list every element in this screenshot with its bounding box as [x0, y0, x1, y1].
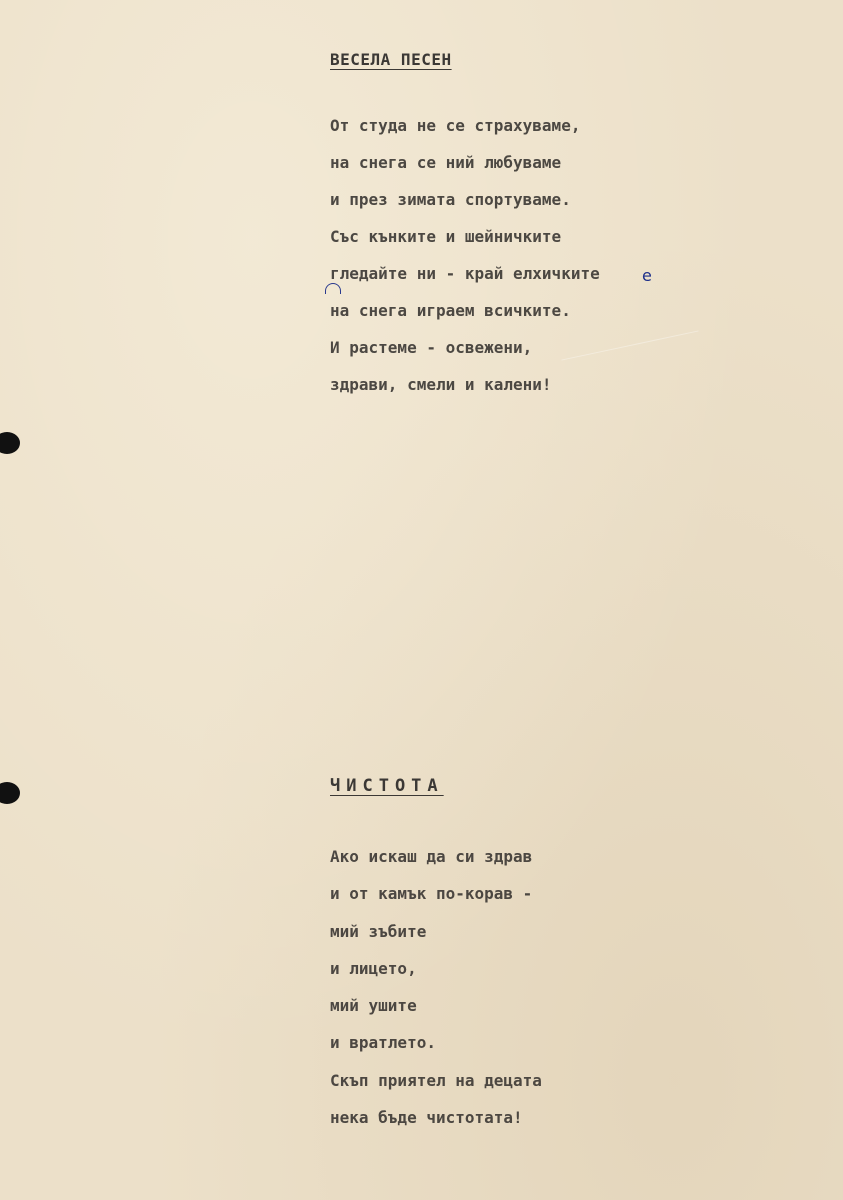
poem-line: мий ушите — [330, 996, 417, 1016]
punch-hole-bottom — [0, 782, 20, 804]
handwritten-correction-letter: e — [642, 266, 652, 285]
poem-title: ЧИСТОТА — [330, 776, 444, 796]
poem-line: Със кънките и шейничките — [330, 227, 562, 246]
poem-line: Скъп приятел на децата — [330, 1070, 542, 1090]
poem-line: и лицето, — [330, 958, 417, 978]
poem-line: И растеме - освежени, — [330, 338, 533, 357]
poem-line: здрави, смели и калени! — [330, 375, 552, 394]
poem-body — [330, 838, 542, 1136]
poem-title: ВЕСЕЛА ПЕСЕН — [330, 50, 452, 69]
handwritten-correction-arc — [325, 283, 341, 294]
poem-chistota — [330, 776, 542, 1136]
poem-line: на снега се ний любуваме — [330, 153, 562, 172]
poem-line: гледайте ни - край елхичките — [330, 264, 600, 283]
poem-line: и вратлето. — [330, 1033, 436, 1053]
poem-body — [330, 107, 600, 403]
poem-line: мий зъбите — [330, 921, 427, 941]
poem-line: От студа не се страхуваме, — [330, 116, 581, 135]
poem-line: и през зимата спортуваме. — [330, 190, 571, 209]
poem-line: на снега играем всичките. — [330, 301, 571, 320]
poem-vesela-pesen — [330, 50, 600, 403]
poem-line: и от камък по-корав - — [330, 884, 533, 904]
poem-line: Ако искаш да си здрав — [330, 847, 533, 866]
punch-hole-top — [0, 432, 20, 454]
poem-line: нека бъде чистотата! — [330, 1108, 523, 1128]
